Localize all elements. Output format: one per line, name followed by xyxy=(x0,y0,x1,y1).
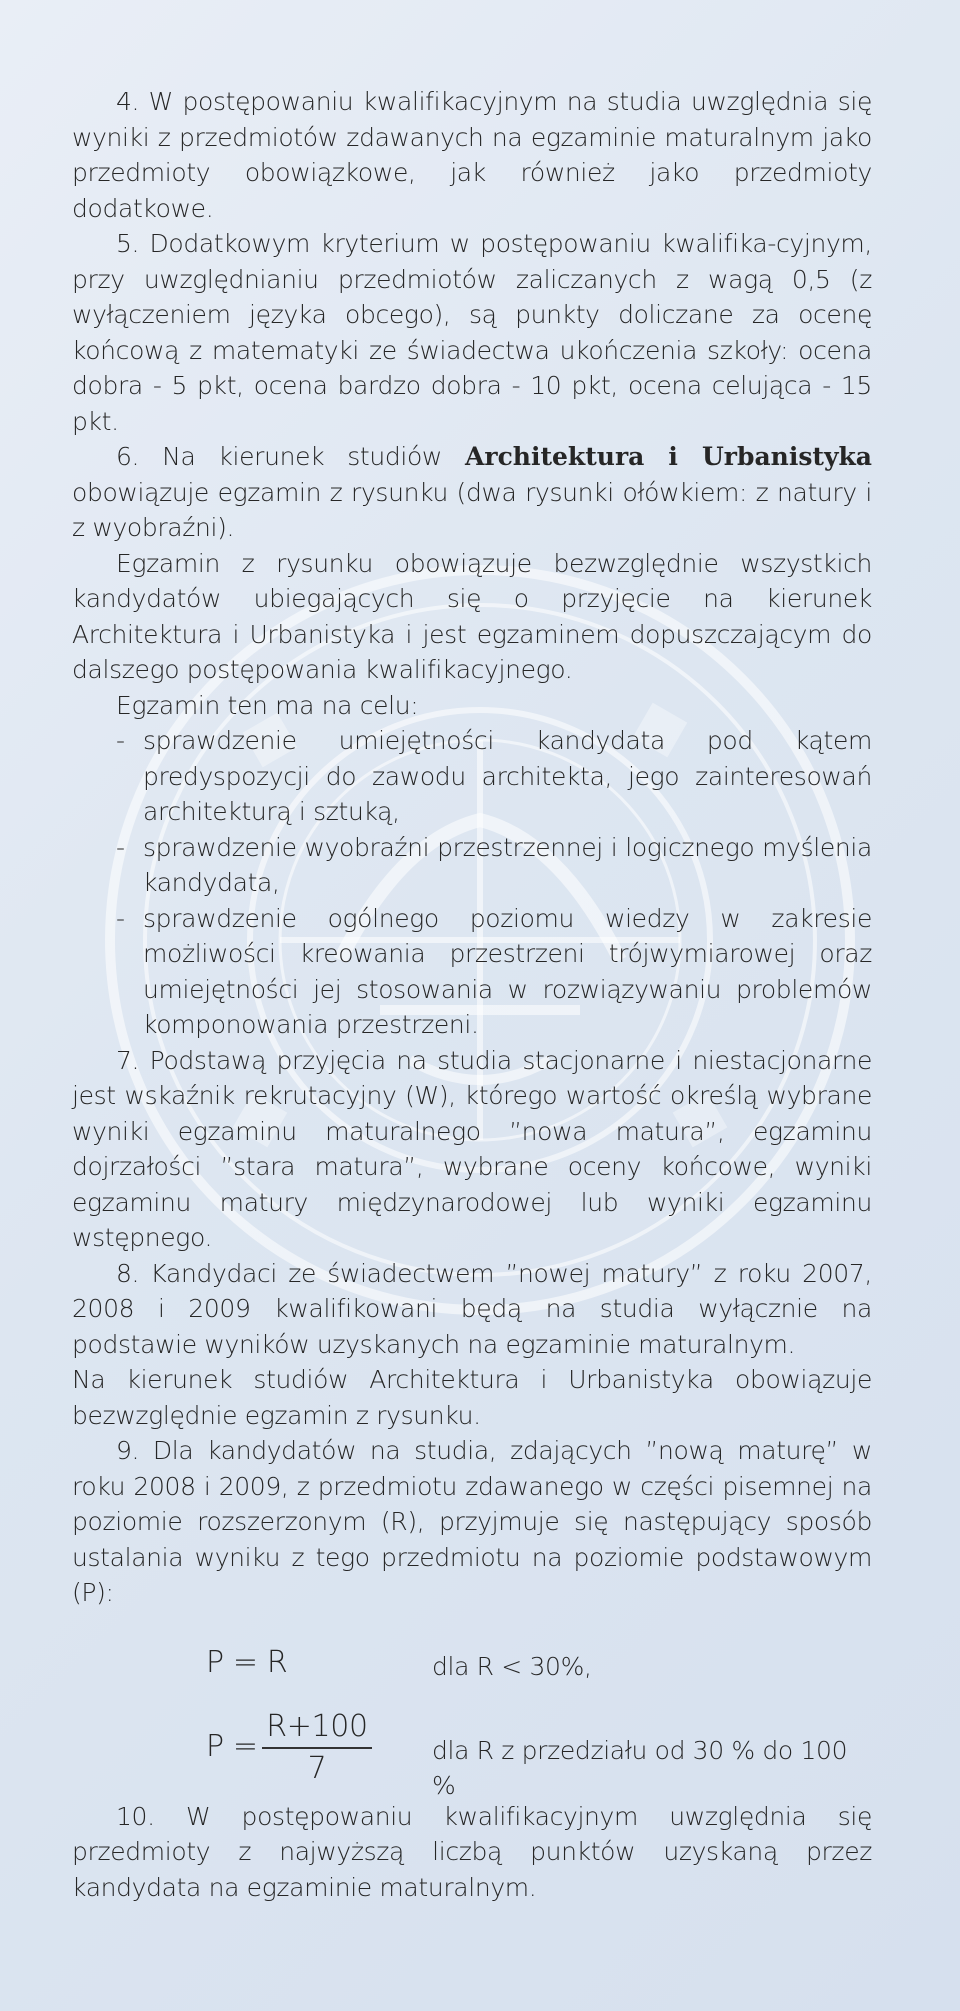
conversion-formula xyxy=(72,1644,872,1800)
paragraph-5: 5. Dodatkowym kryterium w postępowaniu kwalifika-cyjnym, przy uwzględnianiu przedmiotów zaliczanych z wagą 0,5 (z wyłączeniem języka obcego), są punkty doliczane za ocenę końcową z matematyki ze świadectwa ukończenia szkoły: ocena dobra - 5 pkt, ocena bardzo dobra - 10 pkt, ocena celująca - 15 pkt. xyxy=(72,229,872,436)
dash-bullet: - xyxy=(116,832,125,862)
paragraph-8-note: Na kierunek studiów Architektura i Urbanistyka obowiązuje bezwzględnie egzamin z rysunku. xyxy=(72,1365,872,1430)
paragraph-6-exam-goals-intro: Egzamin ten ma na celu: xyxy=(116,690,419,720)
paragraph-8: 8. Kandydaci ze świadectwem ”nowej matury” z roku 2007, 2008 i 2009 kwalifikowani będą na studia wyłącznie na podstawie wyników uzyskanych na egzaminie maturalnym. xyxy=(72,1258,872,1359)
dash-list-item xyxy=(72,723,872,830)
paragraph-6-start: 6. Na kierunek studiów xyxy=(116,442,465,471)
paragraph-6 xyxy=(72,439,872,546)
formula-1-expression: P = R xyxy=(206,1644,288,1680)
formula-2-fraction xyxy=(262,1709,372,1789)
formula-1-condition: dla R < 30%, xyxy=(432,1651,592,1681)
dash-item-text: sprawdzenie ogólnego poziomu wiedzy w zakresie możliwości kreowania przestrzeni trójwymiarowej oraz umiejętności jej stosowania w rozwiązywaniu problemów komponowania przestrzeni. xyxy=(143,903,872,1039)
program-name-bold: Architektura i Urbanistyka xyxy=(465,442,872,471)
paragraph-6-end: obowiązuje egzamin z rysunku (dwa rysunki ołówkiem: z natury i z wyobraźni). xyxy=(72,477,872,542)
dash-list-item xyxy=(72,830,872,901)
formula-2-lhs: P = xyxy=(206,1728,258,1764)
formula-2-condition: dla R z przedziału od 30 % do 100 % xyxy=(432,1735,848,1800)
dash-bullet: - xyxy=(116,726,125,755)
paragraph-6-exam-info: Egzamin z rysunku obowiązuje bezwzględnie wszystkich kandydatów ubiegających się o przyjęcie na kierunek Architektura i Urbanistyka i jest egzaminem dopuszczającym do dalszego postępowania kwalifikacyjnego. xyxy=(72,548,872,684)
paragraph-7: 7. Podstawą przyjęcia na studia stacjonarne i niestacjonarne jest wskaźnik rekrutacyjny (W), którego wartość określą wybrane wyniki egzaminu maturalnego ”nowa matura”, egzaminu dojrzałości ”stara matura”, wybrane oceny końcowe, wyniki egzaminu matury międzynarodowej lub wyniki egzaminu wstępnego. xyxy=(72,1045,872,1252)
paragraph-10: 10. W postępowaniu kwalifikacyjnym uwzględnia się przedmioty z najwyższą liczbą punktów uzyskaną przez kandydata na egzaminie maturalnym. xyxy=(72,1801,872,1902)
dash-item-text: sprawdzenie wyobraźni przestrzennej i logicznego myślenia kandydata, xyxy=(143,832,872,897)
dash-item-text: sprawdzenie umiejętności kandydata pod kątem predyspozycji do zawodu architekta, jego zainteresowań architekturą i sztuką, xyxy=(143,726,872,826)
paragraph-9: 9. Dla kandydatów na studia, zdających ”nową maturę” w roku 2008 i 2009, z przedmiotu zdawanego w części pisemnej na poziomie rozszerzonym (R), przyjmuje się następujący sposób ustalania wyniku z tego przedmiotu na poziomie podstawowym (P): xyxy=(72,1436,872,1607)
dash-list-item xyxy=(72,901,872,1043)
document-body xyxy=(72,84,872,1905)
fraction-denominator: 7 xyxy=(307,1750,327,1786)
fraction-numerator: R+100 xyxy=(262,1709,372,1749)
paragraph-4: 4. W postępowaniu kwalifikacyjnym na studia uwzględnia się wyniki z przedmiotów zdawanych na egzaminie maturalnym jako przedmioty obowiązkowe, jak również jako przedmioty dodatkowe. xyxy=(72,87,872,223)
dash-bullet: - xyxy=(116,903,125,933)
